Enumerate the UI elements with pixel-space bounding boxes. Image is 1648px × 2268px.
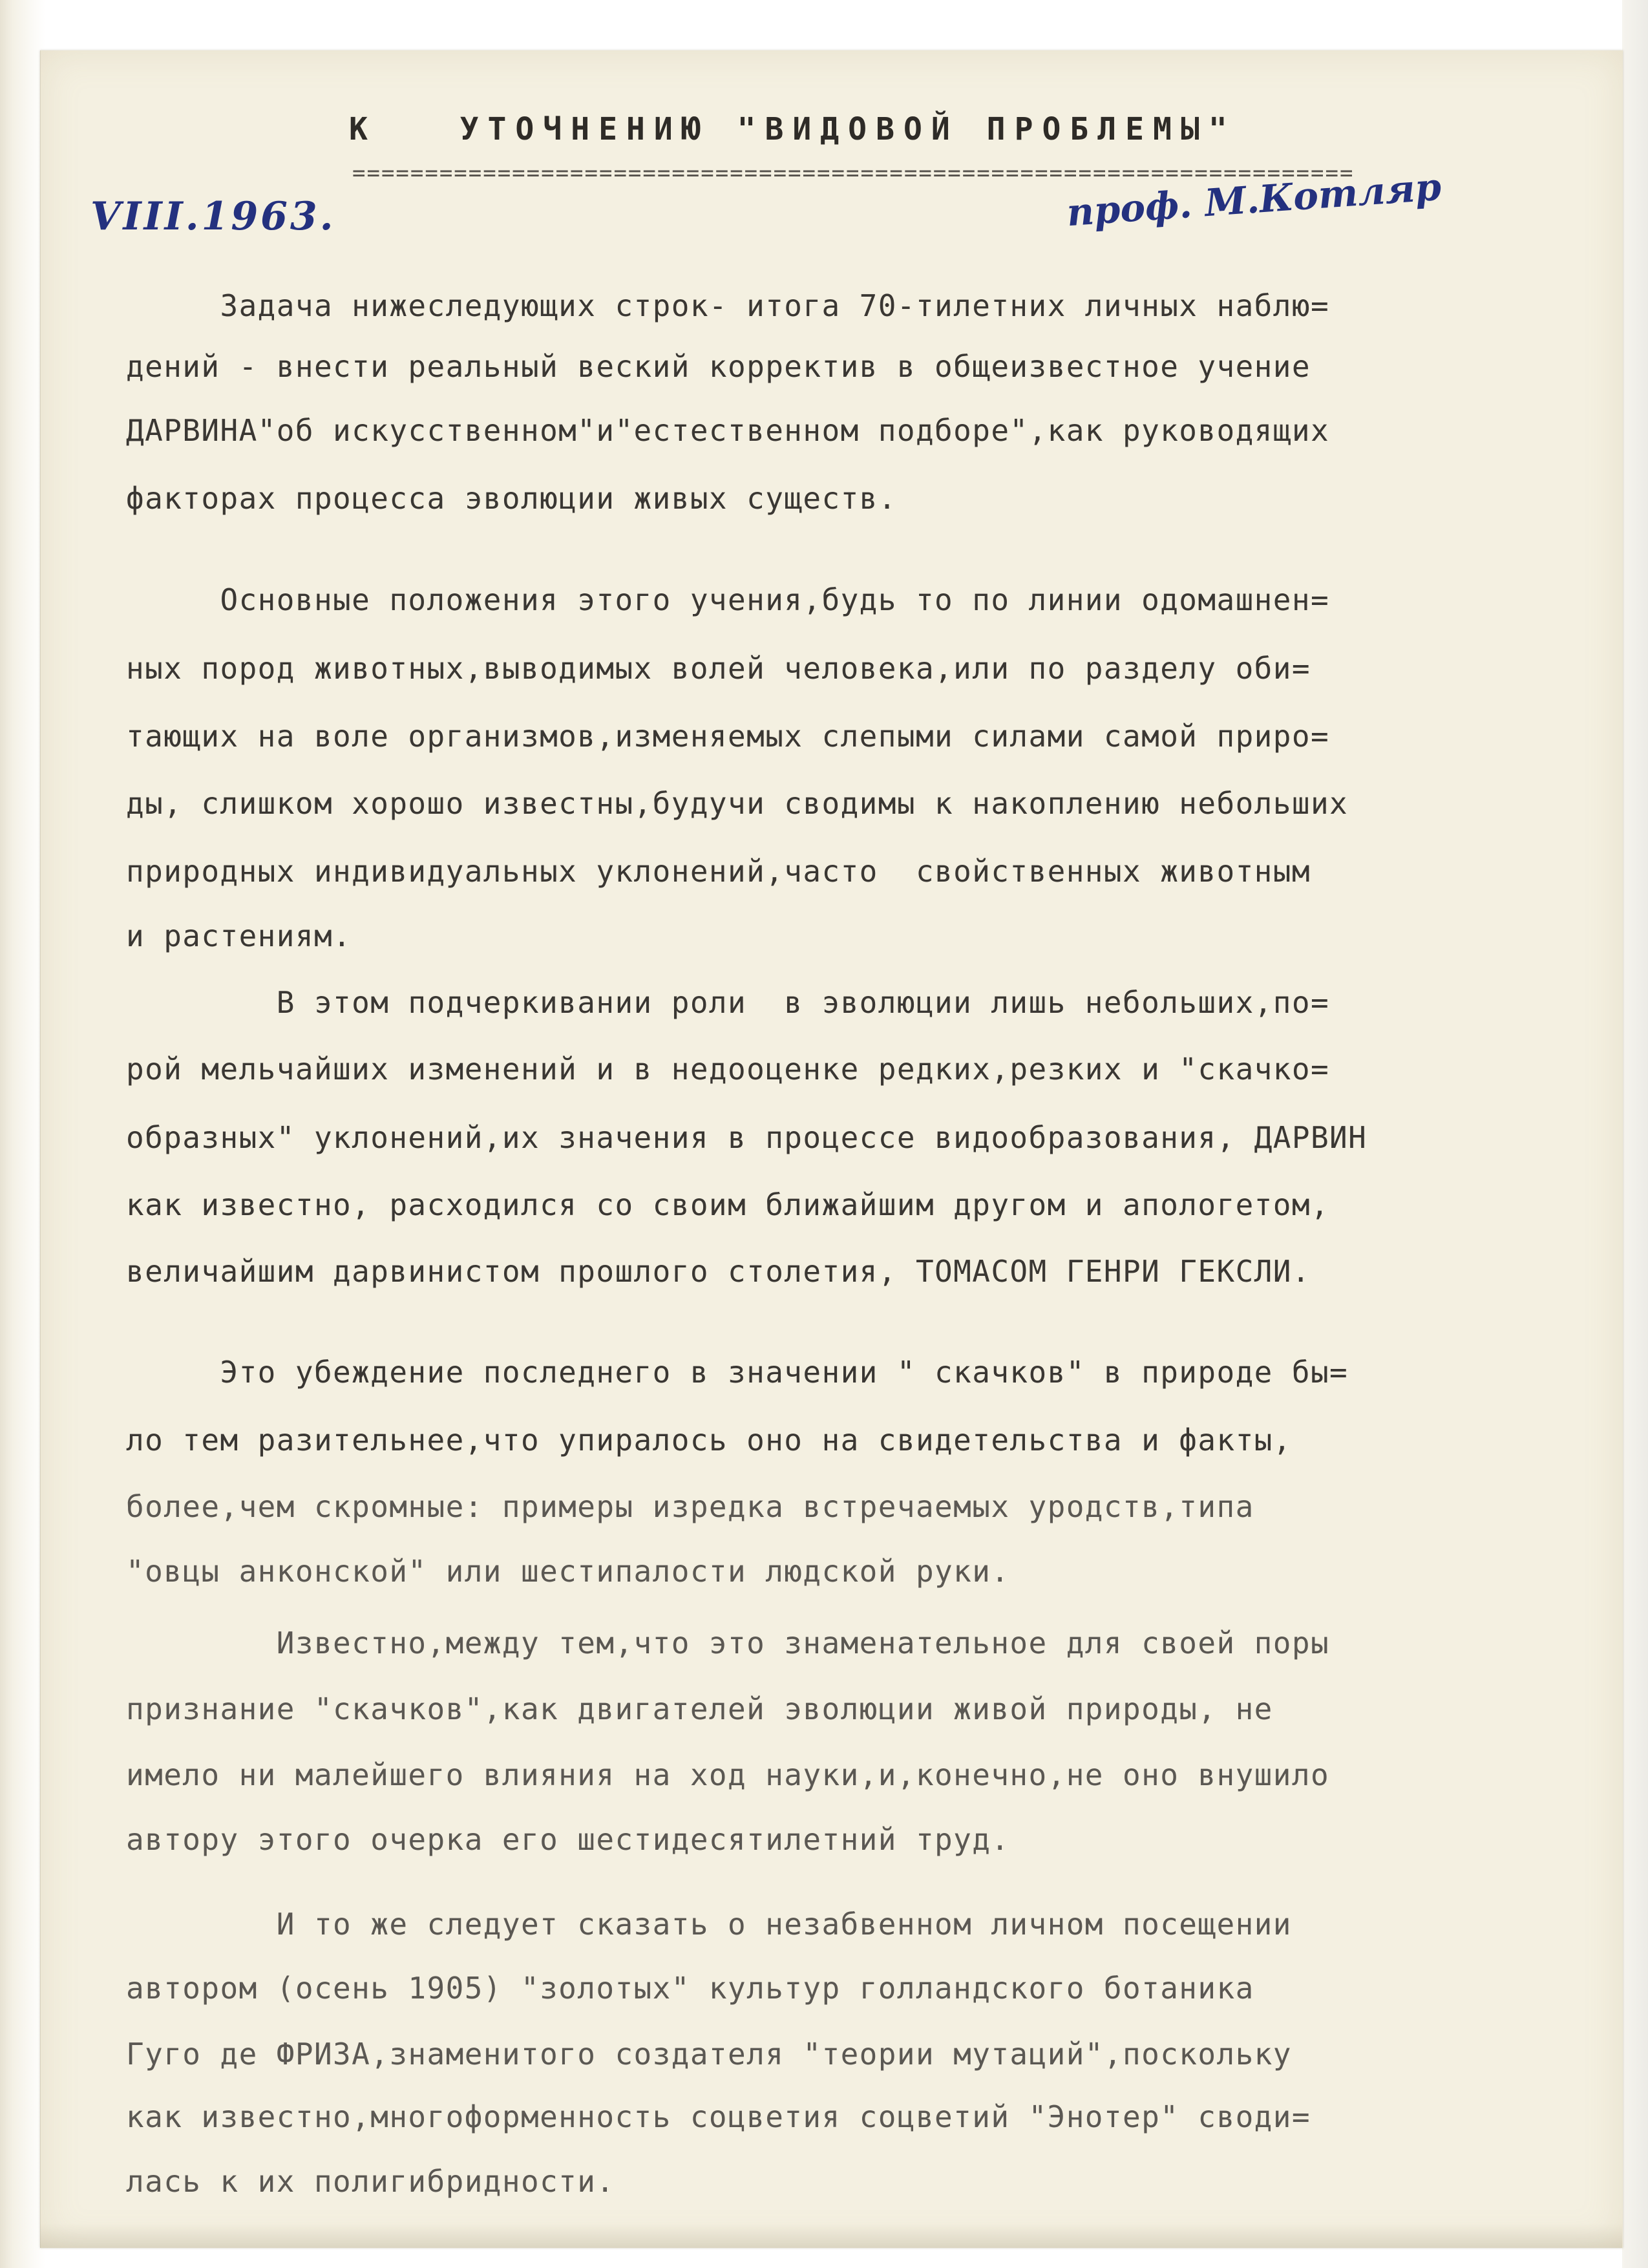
text-line: автором (осень 1905) "золотых" культур голландского ботаника [126, 1971, 1254, 2006]
text-line: рой мельчайших изменений и в недооценке редких,резких и "скачко= [126, 1052, 1330, 1086]
text-line: ных пород животных,выводимых волей человека,или по разделу оби= [126, 651, 1311, 686]
text-line: дений - внести реальный веский корректив в общеизвестное учение [126, 349, 1311, 384]
text-line: и растениям. [126, 918, 352, 953]
text-line: Основные положения этого учения,будь то по линии одомашнен= [126, 582, 1330, 617]
text-line: ды, слишком хорошо известны,будучи сводимы к накоплению небольших [126, 786, 1349, 821]
text-line: как известно,многоформенность соцветия соцветий "Энотер" своди= [126, 2099, 1311, 2134]
text-line: ло тем разительнее,что упиралось оно на свидетельства и факты, [126, 1423, 1292, 1457]
text-line: В этом подчеркивании роли в эволюции лишь небольших,по= [126, 985, 1330, 1020]
text-line: ДАРВИНА"об искусственном"и"естественном подборе",как руководящих [126, 413, 1330, 448]
text-line: природных индивидуальных уклонений,часто свойственных животным [126, 854, 1311, 889]
title-underline-rule: ===================================================================== [352, 160, 1355, 186]
document-title: К УТОЧНЕНИЮ "ВИДОВОЙ ПРОБЛЕМЫ" [349, 111, 1236, 147]
paper-bottom-edge [40, 2223, 1622, 2248]
text-line: Известно,между тем,что это знаменательное для своей поры [126, 1626, 1330, 1660]
text-line: как известно, расходился со своим ближайшим другом и апологетом, [126, 1187, 1330, 1222]
text-line: признание "скачков",как двигателей эволюции живой природы, не [126, 1691, 1273, 1726]
text-line: Гуго де ФРИЗА,знаменитого создателя "теории мутаций",поскольку [126, 2037, 1292, 2072]
text-line: величайшим дарвинистом прошлого столетия, ТОМАСОМ ГЕНРИ ГЕКСЛИ. [126, 1254, 1311, 1289]
text-line: И то же следует сказать о незабвенном личном посещении [126, 1907, 1292, 1942]
text-line: тающих на воле организмов,изменяемых слепыми силами самой приро= [126, 719, 1330, 754]
text-line: "овцы анконской" или шестипалости людской руки. [126, 1554, 1010, 1589]
text-line: Задача нижеследующих строк- итога 70-тилетних личных наблю= [126, 288, 1330, 323]
text-line: более,чем скромные: примеры изредка встречаемых уродств,типа [126, 1489, 1254, 1524]
text-line: имело ни малейшего влияния на ход науки,и,конечно,не оно внушило [126, 1757, 1330, 1792]
scan-right-margin [1622, 0, 1648, 2268]
text-line: факторах процесса эволюции живых существ. [126, 481, 897, 516]
text-line: образных" уклонений,их значения в процессе видообразования, ДАРВИН [126, 1120, 1368, 1155]
handwritten-author-signature: проф. М.Котляр [1065, 164, 1443, 235]
handwritten-date: VIII.1963. [90, 194, 336, 239]
text-line: Это убеждение последнего в значении " скачков" в природе бы= [126, 1355, 1349, 1390]
text-line: лась к их полигибридности. [126, 2164, 615, 2199]
text-line: автору этого очерка его шестидесятилетний труд. [126, 1822, 1010, 1857]
